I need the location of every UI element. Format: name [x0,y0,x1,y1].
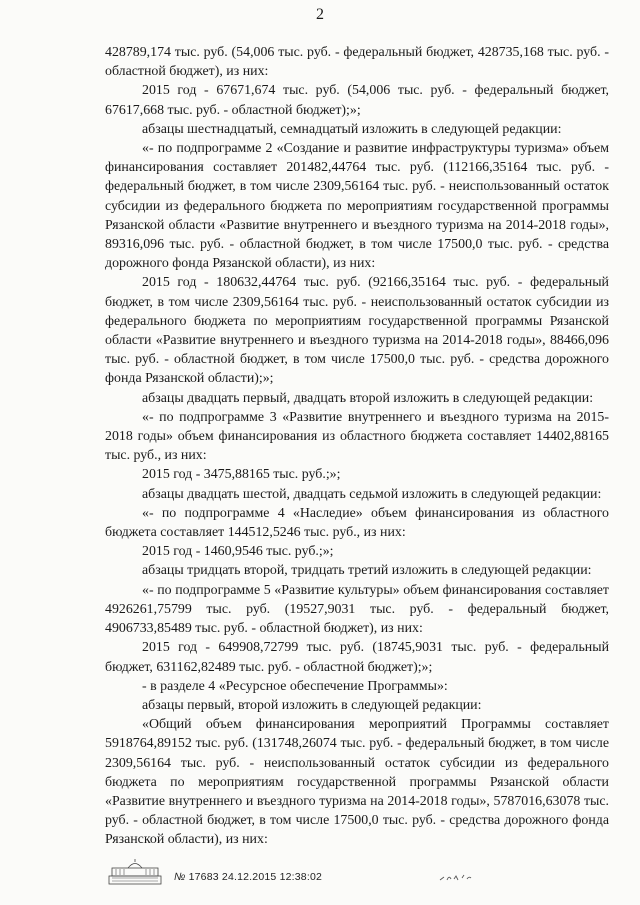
number-sign: № [174,871,186,883]
handwritten-mark-icon [438,870,478,884]
paragraph: 2015 год - 1460,9546 тыс. руб.;»; [142,544,334,560]
registration-datetime: 24.12.2015 12:38:02 [221,871,323,883]
document-body [105,43,609,850]
paragraph: «- по подпрограмме 3 «Развитие внутреннего и въездного туризма на 2015-2018 годы» объем финансирования из областного бюджета составляет 14402,88165 тыс. руб., из них: [105,409,609,464]
page-number: 2 [316,6,324,23]
paragraph: абзацы двадцать шестой, двадцать седьмой изложить в следующей редакции: [142,486,602,502]
paragraph: 2015 год - 67671,674 тыс. руб. (54,006 тыс. руб. - федеральный бюджет, 67617,668 тыс. руб. - областной бюджет);»; [105,83,609,118]
paragraph: абзацы шестнадцатый, семнадцатый изложить в следующей редакции: [142,121,562,137]
paragraph: «- по подпрограмме 4 «Наследие» объем финансирования из областного бюджета составляет 144512,5246 тыс. руб., из них: [105,505,609,541]
paragraph: 428789,174 тыс. руб. (54,006 тыс. руб. - федеральный бюджет, 428735,168 тыс. руб. - областной бюджет), из них: [105,45,609,80]
paragraph: «Общий объем финансирования мероприятий Программы составляет 5918764,89152 тыс. руб. (131748,26074 тыс. руб. - федеральный бюджет, в том числе 2309,56164 тыс. руб. - неиспользованный остаток субсидии из федерального бюджета по мероприятиям государственной программы Рязанской области «Развитие внутреннего и въездного туризма на 2014-2018 годы», 5787016,63078 тыс. руб. - областной бюджет, в том числе 17500,0 тыс. руб. - средства дорожного фонда Рязанской области), из них: [105,717,609,848]
registration-number: 17683 [188,871,219,883]
paragraph: абзацы тридцать второй, тридцать третий изложить в следующей редакции: [142,563,592,579]
paragraph: 2015 год - 3475,88165 тыс. руб.;»; [142,467,341,483]
paragraph: 2015 год - 649908,72799 тыс. руб. (18745,9031 тыс. руб. - федеральный бюджет, 631162,82489 тыс. руб. - областной бюджет);»; [105,640,609,675]
registration-stamp [108,858,322,886]
building-seal-icon [108,858,162,886]
paragraph: абзацы двадцать первый, двадцать второй изложить в следующей редакции: [142,390,594,406]
registration-info [174,871,322,886]
paragraph: «- по подпрограмме 5 «Развитие культуры» объем финансирования составляет 4926261,75799 тыс. руб. (19527,9031 тыс. руб. - федеральный бюджет, 4906733,85489 тыс. руб. - областной бюджет), из них: [105,582,609,637]
paragraph: «- по подпрограмме 2 «Создание и развитие инфраструктуры туризма» объем финансирования составляет 201482,44764 тыс. руб. (112166,35164 тыс. руб. - федеральный бюджет, в том числе 2309,56164 тыс. руб. - неиспользованный остаток субсидии из федерального бюджета по мероприятиям государственной программы Рязанской области «Развитие внутреннего и въездного туризма на 2014-2018 годы», 89316,096 тыс. руб. - областной бюджет, в том числе 17500,0 тыс. руб. - средства дорожного фонда Рязанской области), из них: [105,141,609,272]
paragraph: абзацы первый, второй изложить в следующей редакции: [142,697,482,713]
paragraph: - в разделе 4 «Ресурсное обеспечение Программы»: [142,678,448,694]
paragraph: 2015 год - 180632,44764 тыс. руб. (92166,35164 тыс. руб. - федеральный бюджет, в том числе 2309,56164 тыс. руб. - неиспользованный остаток субсидии из федерального бюджета по мероприятиям государственной программы Рязанской области «Развитие внутреннего и въездного туризма на 2014-2018 годы», 88466,096 тыс. руб. - областной бюджет, в том числе 17500,0 тыс. руб. - средства дорожного фонда Рязанской области);»; [105,275,609,387]
